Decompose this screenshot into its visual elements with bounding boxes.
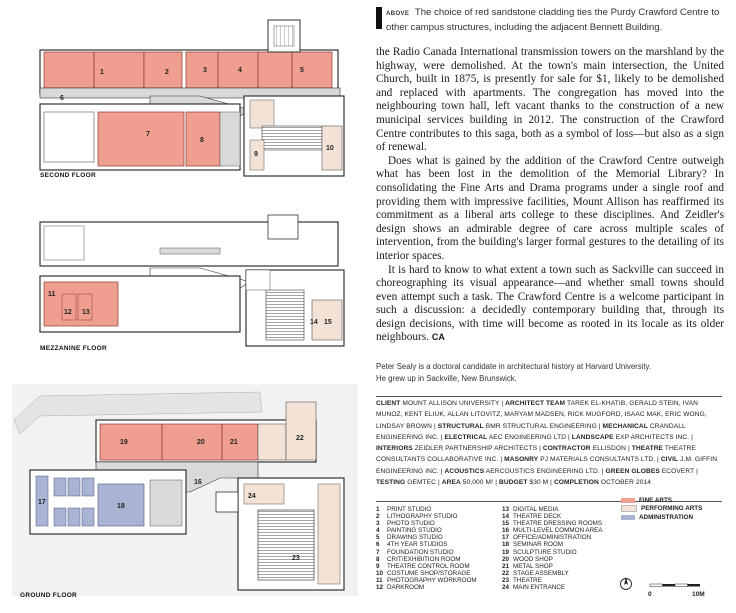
credit-label: COMPLETION	[553, 479, 599, 487]
ground-floor-label: GROUND FLOOR	[20, 592, 78, 599]
room-8: 8	[200, 137, 204, 144]
room-7: 7	[146, 131, 150, 138]
credit-value: OCTOBER 2014	[600, 479, 652, 487]
caption-marker	[376, 7, 382, 29]
second-floor-label: SECOND FLOOR	[40, 172, 96, 179]
credit-label: MASONRY	[504, 456, 539, 464]
credit-label: ACOUSTICS	[444, 467, 485, 475]
room-10: 10	[326, 145, 334, 152]
key-fine-arts: FINE ARTS	[621, 497, 702, 505]
credit-value: ZEIDLER PARTNERSHIP ARCHITECTS |	[414, 445, 541, 453]
room-1: 1	[100, 69, 104, 76]
credit-label: CIVIL	[660, 456, 679, 464]
legend-item: 18 SEMINAR ROOM	[502, 541, 564, 549]
article-paragraph: Does what is gained by the addition of the Crawford Centre outweigh what has been lost in the demolition of the Memorial Library? In consolidating the Fine Arts and Drama programs under a single roof and providing them with impressive facilities, Mount Allison has reaffirmed its commitment as a liberal arts college to these disciplines. And Zeidler's design shows an admirable degree of care across multiple scales of intervention, from the building's larger formal gestures to the detailing of its interior spaces.	[376, 154, 724, 262]
legend-item: 4 PAINTING STUDIO	[376, 527, 442, 535]
credit-label: CLIENT	[376, 400, 401, 407]
legend-item: 7 FOUNDATION STUDIO	[376, 548, 454, 556]
legend-item: 13 DIGITAL MEDIA	[502, 506, 559, 513]
room-16: 16	[194, 479, 202, 486]
end-mark: CA	[431, 332, 445, 343]
legend-item: 23 THEATRE	[502, 576, 542, 584]
ground-floor-plan	[12, 384, 358, 596]
credit-label: ELECTRICAL	[444, 433, 488, 441]
room-2: 2	[165, 69, 169, 76]
caption-label: ABOVE	[386, 11, 410, 17]
credit-value: AERCOUSTICS ENGINEERING LTD. |	[485, 467, 604, 475]
room-9: 9	[254, 151, 258, 158]
mezzanine-floor-label: MEZZANINE FLOOR	[40, 345, 107, 352]
room-21: 21	[230, 439, 238, 446]
legend-item: 3 PHOTO STUDIO	[376, 520, 435, 528]
legend-item: 22 STAGE ASSEMBLY	[502, 569, 569, 577]
performing-arts-swatch	[621, 505, 637, 512]
room-15: 15	[324, 319, 332, 326]
article-paragraph-text: It is hard to know to what extent a town such as Sackville can succeed in choreographing its visual appearance—and whether small towns should even attempt such a task. The Crawford Centre is a welcome participant in such a discussion: a decidedly contemporary building that, through its design decisions, with time will become as rooted in its locale as its older neighbours.	[376, 263, 724, 344]
divider	[376, 396, 722, 397]
room-6: 6	[60, 95, 64, 102]
article-paragraph: the Radio Canada International transmission towers on the marshland by the highway, were demolished. At the town's main intersection, the United Church, built in 1875, is presently for sale for $1, likely to be demolished and replaced with apartments. The congregation has moved into the neighbouring town hall, left vacant thanks to the construction of a new municipal services building in 2012. The construction of the Crawford Centre contributes to this saga, both as a symbol of loss—but also as a sign of renewal.	[376, 46, 724, 154]
room-12: 12	[64, 309, 72, 316]
legend-item: 17 OFFICE/ADMINISTRATION	[502, 534, 592, 542]
key-administration: ADMINISTRATION	[621, 514, 702, 522]
credit-value: THEATRE CONSULTANTS COLLABORATIVE INC. |	[376, 445, 696, 464]
room-19: 19	[120, 439, 128, 446]
legend-item: 14 THEATRE DECK	[502, 513, 562, 521]
key-performing-arts: PERFORMING ARTS	[621, 505, 702, 513]
credit-label: TESTING	[376, 479, 406, 487]
credit-label: STRUCTURAL	[437, 422, 484, 430]
credit-label: GREEN GLOBES	[605, 467, 660, 475]
legend-item: 20 WOOD SHOP	[502, 555, 553, 563]
room-11: 11	[48, 291, 56, 298]
credit-label: MECHANICAL	[602, 422, 648, 430]
photo-caption	[376, 6, 720, 35]
room-13: 13	[82, 309, 90, 316]
credit-value: MOUNT ALLISON UNIVERSITY |	[402, 400, 504, 407]
author-bio-line: Peter Sealy is a doctoral candidate in architectural history at Harvard University.	[376, 362, 652, 371]
room-22: 22	[296, 435, 304, 442]
room-23: 23	[292, 555, 300, 562]
credit-label: ARCHITECT TEAM	[505, 400, 566, 407]
room-3: 3	[203, 67, 207, 74]
scale-zero: 0	[648, 591, 652, 598]
legend-item: 24 MAIN ENTRANCE	[502, 584, 566, 592]
article-body	[376, 46, 724, 345]
legend-item: 5 DRAWING STUDIO	[376, 534, 443, 542]
room-4: 4	[238, 67, 242, 74]
credit-value: CRANDALL ENGINEERING INC. |	[376, 422, 686, 441]
room-legend-left	[376, 506, 477, 591]
scale-ten: 10M	[692, 591, 705, 598]
legend-item: 16 MULTI-LEVEL COMMON AREA	[502, 527, 603, 535]
legend-item: 12 DARKROOM	[376, 584, 425, 592]
legend-item: 2 LITHOGRAPHY STUDIO	[376, 513, 458, 521]
credit-label: LANDSCAPE	[571, 433, 614, 441]
credit-value: 50,000 M² |	[462, 479, 498, 487]
legend-item: 10 COSTUME SHOP/STORAGE	[376, 569, 471, 577]
colour-key	[621, 497, 702, 522]
north-arrow-icon	[621, 577, 632, 590]
project-credits	[376, 398, 722, 488]
credit-value: $30 M |	[529, 479, 552, 487]
legend-item: 1 PRINT STUDIO	[376, 506, 432, 513]
caption-text: The choice of red sandstone cladding ties the Purdy Crawford Centre to other campus structures, including the adjacent Bennett Building.	[386, 7, 720, 33]
room-legend-right	[502, 506, 603, 591]
credit-label: THEATRE	[631, 445, 664, 453]
credit-value: EXP ARCHITECTS INC. |	[615, 433, 693, 441]
room-20: 20	[197, 439, 205, 446]
credit-value: AEC ENGINEERING LTD |	[488, 433, 570, 441]
scale-bar	[620, 574, 720, 608]
credit-value: ELLISDON |	[592, 445, 630, 453]
credit-label: CONTRACTOR	[542, 445, 591, 453]
credit-value: J.M. GIFFIN ENGINEERING INC. |	[376, 456, 718, 475]
mezzanine-floor-plan	[40, 215, 344, 346]
credit-value: BMR STRUCTURAL ENGINEERING |	[485, 422, 601, 430]
legend-item: 11 PHOTOGRAPHY WORKROOM	[376, 576, 477, 584]
legend-item: 15 THEATRE DRESSING ROOMS	[502, 520, 603, 528]
credit-label: AREA	[441, 479, 461, 487]
legend-item: 8 CRIT/EXHIBITION ROOM	[376, 555, 461, 563]
author-bio	[376, 361, 724, 385]
credit-label: INTERIORS	[376, 445, 413, 453]
room-18: 18	[117, 503, 125, 510]
room-17: 17	[38, 499, 46, 506]
legend-item: 9 THEATRE CONTROL ROOM	[376, 562, 470, 570]
legend-item: 21 METAL SHOP	[502, 562, 553, 570]
second-floor-plan	[40, 20, 344, 176]
administration-swatch	[621, 515, 635, 520]
room-14: 14	[310, 319, 318, 326]
room-5: 5	[300, 67, 304, 74]
fine-arts-swatch	[621, 498, 635, 503]
credit-value: ECOVERT |	[661, 467, 698, 475]
credit-value: TAREK EL-KHATIB, GERALD STEIN, IVAN MUNOZ, KENT ELIUK, ALLAN LITOVITZ, MARYAM MADSEN, RICK MUGFORD, ISAAC MAK, ERIC WONG, LINDSAY BROWN |	[376, 400, 707, 430]
room-24: 24	[248, 493, 256, 500]
author-bio-line: He grew up in Sackville, New Brunswick.	[376, 374, 517, 383]
article-paragraph	[376, 264, 724, 346]
credit-value: GEMTEC |	[407, 479, 440, 487]
legend-item: 6 4TH YEAR STUDIOS	[376, 541, 448, 549]
credit-value: PJ MATERIALS CONSULTANTS LTD. |	[540, 456, 659, 464]
credit-label: BUDGET	[499, 479, 528, 487]
legend-item: 19 SCULPTURE STUDIO	[502, 548, 577, 556]
